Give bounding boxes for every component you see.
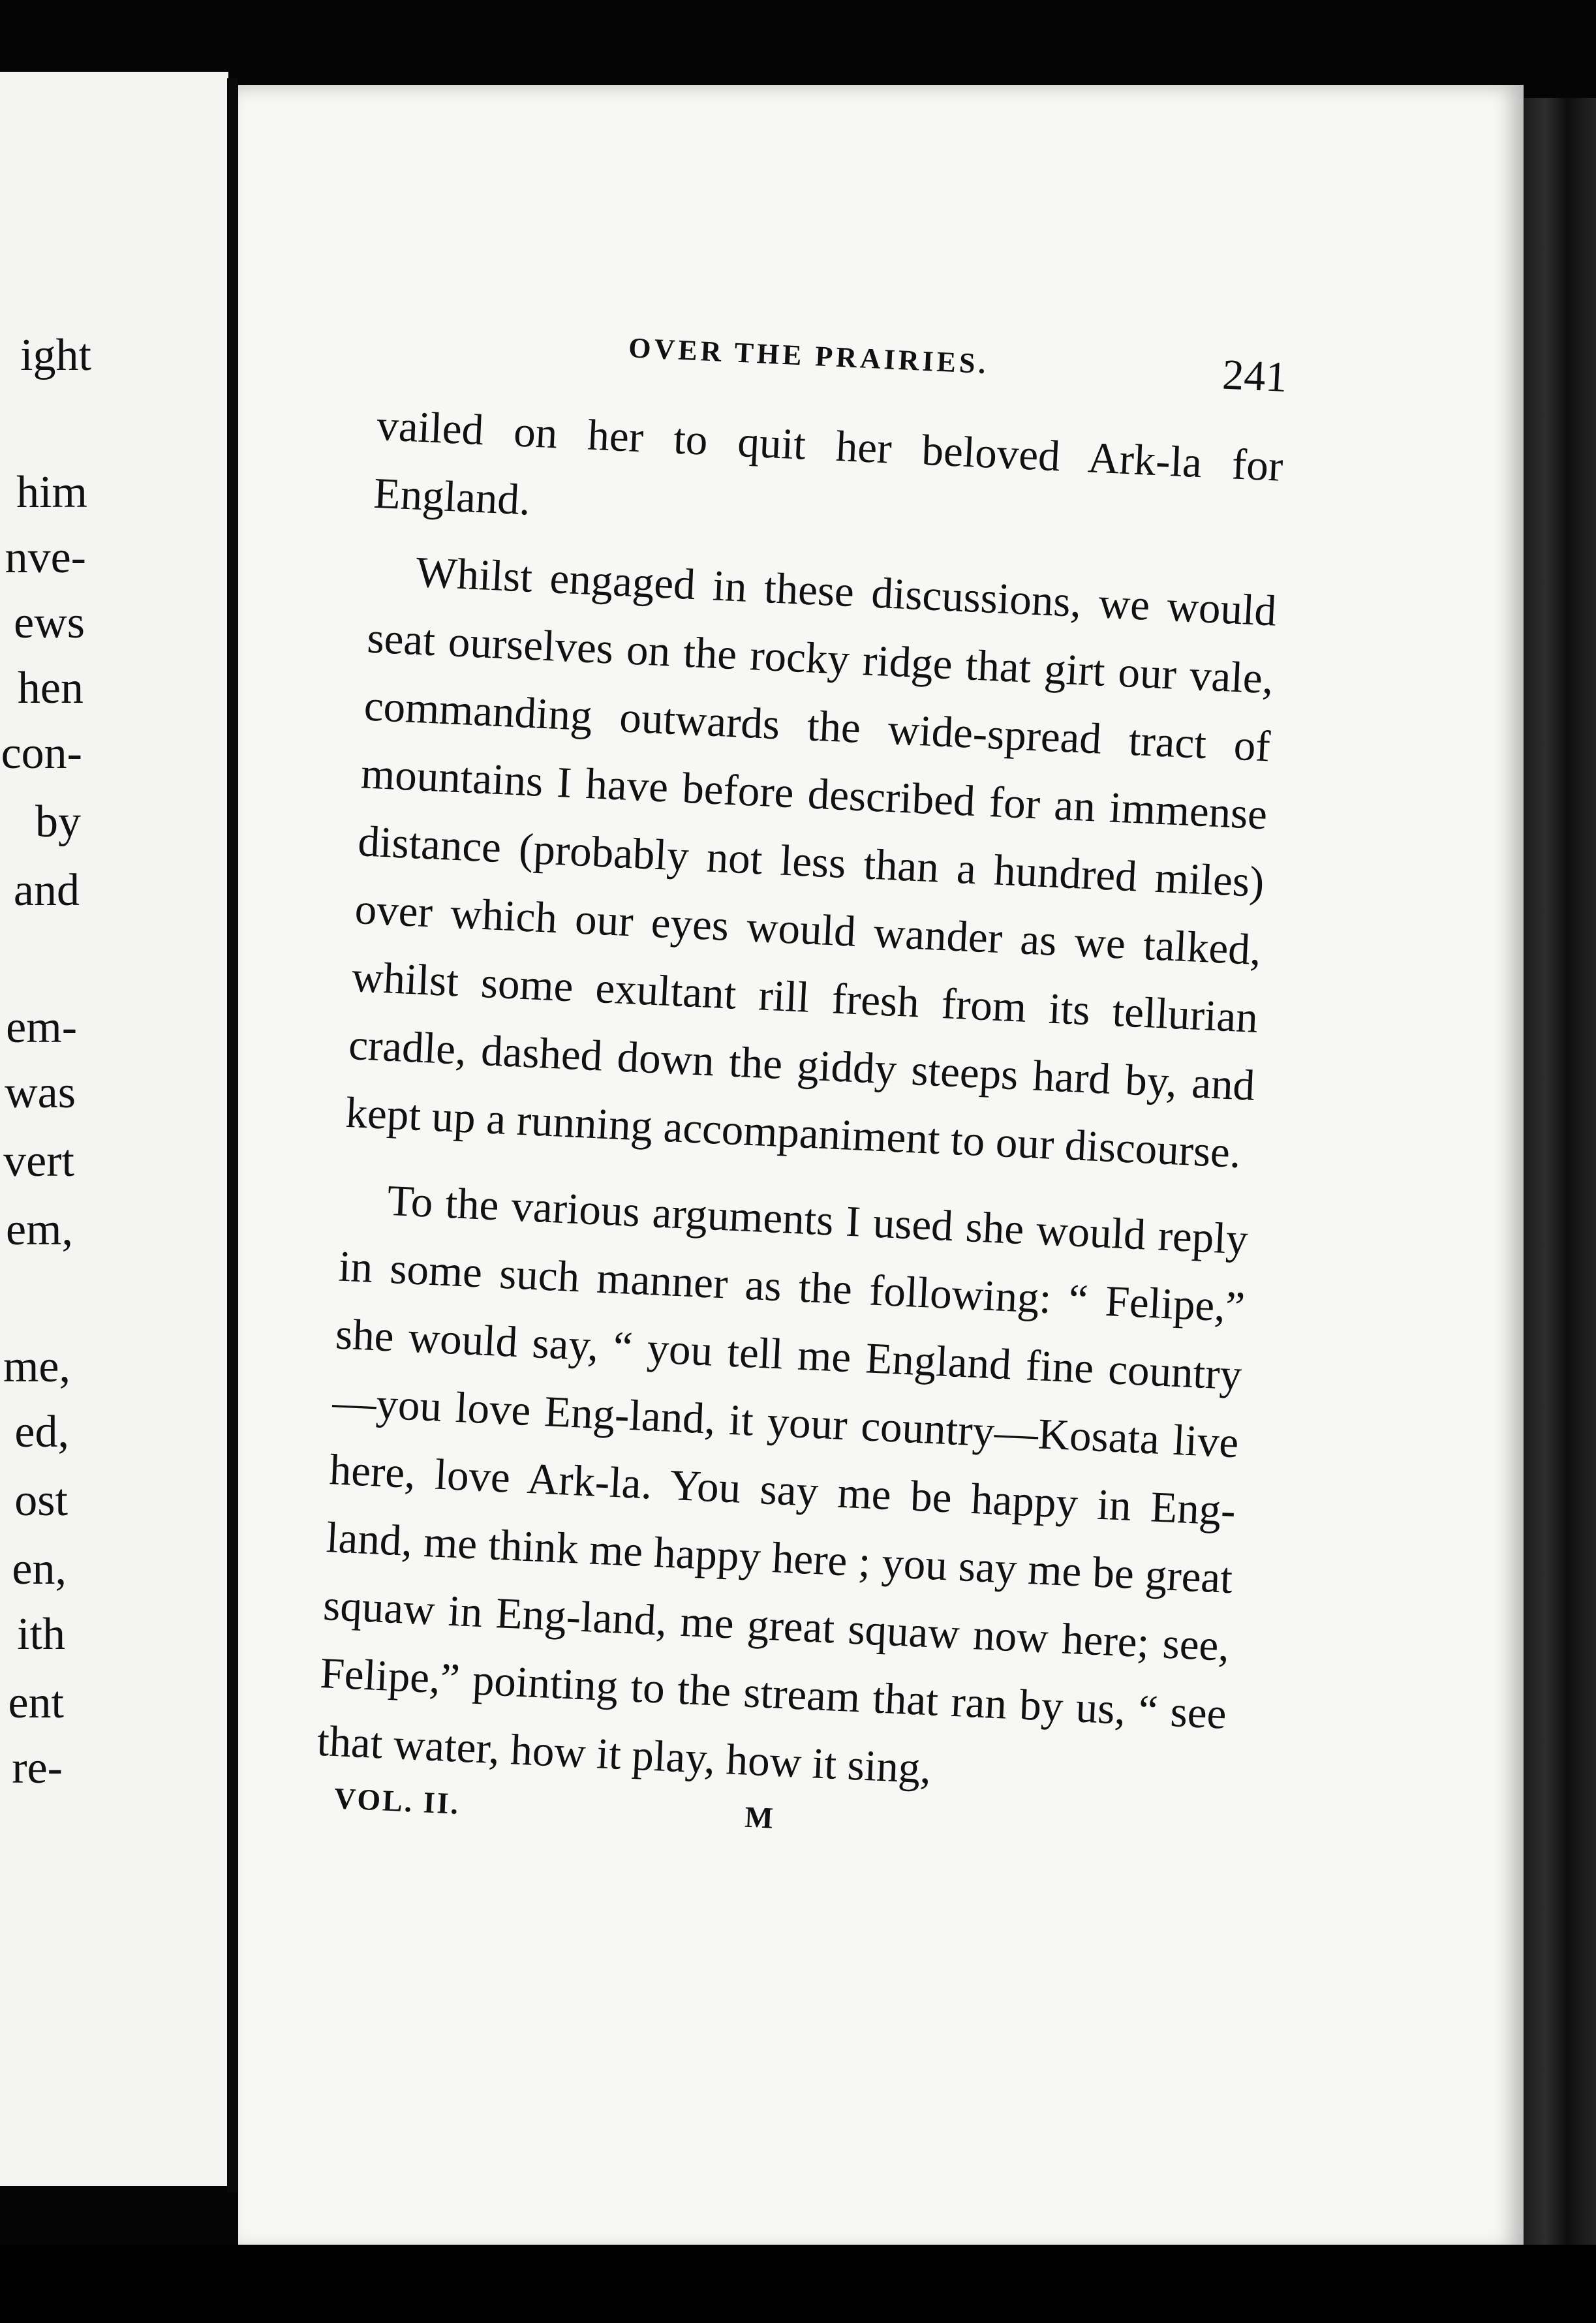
previous-page-fragment: and bbox=[13, 865, 80, 915]
previous-page-fragment: em, bbox=[5, 1205, 73, 1255]
previous-page-fragment: by bbox=[35, 797, 81, 847]
previous-page-fragment: em- bbox=[6, 1002, 77, 1053]
previous-page-fragment: vert bbox=[3, 1136, 74, 1186]
page-number: 241 bbox=[1221, 350, 1289, 401]
book-page-edges bbox=[1524, 98, 1596, 2323]
previous-page-fragment: re- bbox=[12, 1743, 63, 1793]
previous-page-fragment: ed, bbox=[14, 1407, 69, 1457]
previous-page-fragment: hen bbox=[17, 663, 84, 713]
previous-page-fragment: me, bbox=[3, 1342, 70, 1392]
book-gutter bbox=[227, 78, 238, 2192]
scan-bottom-shadow bbox=[0, 2245, 1596, 2323]
previous-page-fragment: ost bbox=[14, 1475, 68, 1526]
previous-page-fragment: ews bbox=[14, 598, 85, 648]
volume-label: VOL. II. bbox=[333, 1781, 461, 1821]
previous-page-fragment: en, bbox=[12, 1544, 67, 1594]
previous-page-fragment: con- bbox=[1, 728, 82, 778]
previous-page-fragment: ight bbox=[20, 330, 91, 380]
previous-page-fragment: ent bbox=[8, 1678, 64, 1728]
previous-page-text-fragments bbox=[0, 72, 91, 2186]
page-text-block bbox=[313, 320, 1287, 1880]
paragraph-continuation: vailed on her to quit her beloved Ark-la for England. bbox=[373, 401, 1284, 525]
previous-page-fragment: him bbox=[16, 467, 87, 517]
previous-page-fragment: nve- bbox=[5, 532, 86, 583]
paragraph: Whilst engaged in these discussions, we would seat ourselves on the rocky ridge that girt our vale, commanding outwards the wide-spread tract of mountains I have before described for an immense distance (probably not less than a hundred miles) over which our eyes would wander as we talked, whilst some exultant rill fresh from its tellurian cradle, dashed down the giddy steeps hard by, and kept up a running accompaniment to our discourse. bbox=[345, 547, 1278, 1177]
signature-mark: M bbox=[744, 1800, 775, 1835]
running-title: OVER THE PRAIRIES. bbox=[628, 331, 990, 380]
previous-page-edge bbox=[0, 72, 228, 2186]
book-page bbox=[238, 85, 1524, 2251]
previous-page-fragment: ith bbox=[17, 1609, 65, 1659]
previous-page-fragment: was bbox=[5, 1068, 76, 1118]
paragraph: To the various arguments I used she would reply in some such manner as the following: “ Felipe,” she would say, “ you tell me England fine country—you love Eng-land, it your country—Kosata live here, love Ark-la. You say me be happy in Eng-land, me think me happy here ; you say me be great squaw in Eng-land, me great squaw now here; see, Felipe,” pointing to the stream that ran by us, “ see that water, how it play, how it sing, bbox=[316, 1176, 1250, 1793]
